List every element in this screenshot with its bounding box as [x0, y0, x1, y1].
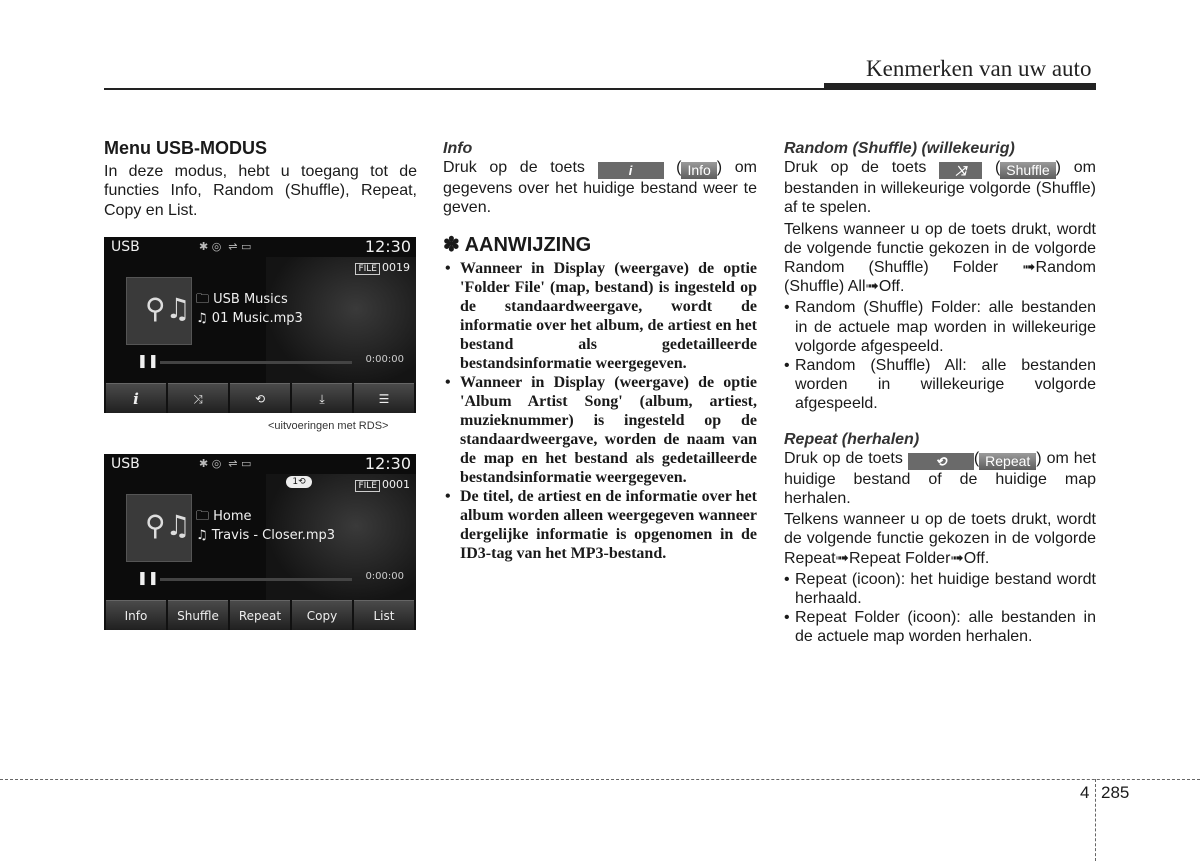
shuffle-text: Druk op de toets ⤨ ( Shuffle ) om bestanden in willekeurige volgorde (Shuffle) af te spelen. [784, 159, 1096, 217]
repeat-item: • Repeat Folder (icoon): alle bestanden in de actuele map worden herhalen. [795, 608, 1096, 646]
clock: 12:30 [364, 454, 411, 473]
section-heading: Menu USB-MODUS [104, 138, 267, 158]
usb-music-icon: ⚲♫ [145, 292, 191, 325]
repeat-title: Repeat (herhalen) [784, 430, 920, 448]
header-rule-thick [824, 83, 1096, 90]
elapsed-time: 0:00:00 [365, 354, 404, 365]
column-3 [784, 139, 1096, 647]
repeat-text: Druk op de toets ⟲ ( Repeat ) om het huidige bestand of de huidige map herhalen. [784, 449, 1096, 508]
screen-button-bar [104, 600, 416, 630]
track-line: ♫ Travis - Closer.mp3 [196, 528, 336, 543]
copy-button[interactable]: Copy [292, 600, 352, 630]
repeat-one-icon: 1⟲ [286, 476, 312, 488]
shuffle-key-icon: ⤨ [939, 162, 982, 179]
source-label: USB [111, 456, 140, 472]
intro-text: In deze modus, hebt u toegang tot de functies Info, Random (Shuffle), Repeat, Copy en List. [104, 163, 417, 219]
folder-icon: 🗀 [196, 292, 214, 307]
running-header: Kenmerken van uw auto [866, 56, 1092, 81]
info-text: Druk op de toets i ( Info ) om gegevens over het huidige bestand weer te geven. [443, 159, 757, 217]
screen-status-bar [104, 454, 416, 476]
pause-icon[interactable]: ❚❚ [137, 354, 159, 369]
note-item: • Wanneer in Display (weergave) de optie 'Album Artist Song' (album, artiest, muzieknummer) is ingesteld op de standaardweergave, worden de naam van de map en het bestand als gedetailleerde bestandsinformatie weergegeven. [460, 373, 757, 487]
shuffle-title: Random (Shuffle) (willekeurig) [784, 140, 1015, 157]
shuffle-list [784, 298, 1096, 413]
music-note-icon: ♫ [196, 528, 212, 543]
folder-icon: 🗀 [196, 509, 214, 524]
pause-icon[interactable]: ❚❚ [137, 571, 159, 586]
screen-caption: <uitvoeringen met RDS> [268, 420, 389, 432]
source-label: USB [111, 239, 140, 255]
album-art [126, 277, 192, 345]
progress-bar[interactable] [160, 578, 352, 581]
column-2 [443, 139, 757, 563]
status-icons: ✱ ◎ ⇌ ▭ [199, 240, 252, 253]
note-heading: ✽ AANWIJZING [443, 233, 592, 256]
elapsed-time: 0:00:00 [365, 571, 404, 582]
repeat-button[interactable]: ⟲ [230, 383, 290, 413]
note-item: • Wanneer in Display (weergave) de optie 'Folder File' (map, bestand) is ingesteld op de standaardweergave, wordt de informatie over het album, de artiest en het bestand als gedetailleerde bestandsinformatie weergegeven. [460, 259, 757, 373]
usb-screen-rds [104, 237, 416, 413]
note-list [443, 259, 757, 563]
progress-bar[interactable] [160, 361, 352, 364]
footer-rule [0, 779, 1200, 780]
header-rule [104, 88, 824, 90]
info-title: Info [443, 140, 473, 157]
note-item: • De titel, de artiest en de informatie over het album worden alleen weergegeven wanneer dergelijke informatie is opgenomen in de ID3-tag van het MP3-bestand. [460, 487, 757, 563]
info-button[interactable]: Info [106, 600, 166, 630]
shuffle-button[interactable]: ⤨ [168, 383, 228, 413]
shuffle-soft-key: Shuffle [1000, 162, 1055, 179]
footer-divider [1095, 779, 1096, 861]
info-button[interactable]: i [106, 383, 166, 413]
repeat-soft-key: Repeat [979, 453, 1036, 470]
shuffle-item: • Random (Shuffle) All: alle bestanden worden in willekeurige volgorde afgespeeld. [795, 356, 1096, 414]
repeat-button[interactable]: Repeat [230, 600, 290, 630]
screen-status-bar [104, 237, 416, 259]
clock: 12:30 [364, 237, 411, 256]
folder-line: 🗀 Home [196, 509, 252, 524]
info-soft-key: Info [681, 162, 716, 179]
repeat-key-icon: ⟲ [908, 453, 974, 470]
list-button[interactable]: List [354, 600, 414, 630]
file-counter: FILE 0019 [355, 261, 410, 274]
status-icons: ✱ ◎ ⇌ ▭ [199, 457, 252, 470]
repeat-item: • Repeat (icoon): het huidige bestand wordt herhaald. [795, 570, 1096, 608]
track-line: ♫ 01 Music.mp3 [196, 311, 303, 326]
column-1 [104, 139, 417, 220]
music-note-icon: ♫ [196, 311, 212, 326]
repeat-list [784, 570, 1096, 647]
copy-button[interactable]: ⤓ [292, 383, 352, 413]
shuffle-item: • Random (Shuffle) Folder: alle bestanden in de actuele map worden in willekeurige volgorde afgespeeld. [795, 298, 1096, 356]
usb-music-icon: ⚲♫ [145, 509, 191, 542]
chapter-number: 4 [1080, 783, 1090, 802]
album-art [126, 494, 192, 562]
screen-button-bar [104, 383, 416, 413]
file-counter: FILE 0001 [355, 478, 410, 491]
shuffle-button[interactable]: Shuffle [168, 600, 228, 630]
list-button[interactable]: ☰ [354, 383, 414, 413]
folder-line: 🗀 USB Musics [196, 292, 288, 307]
page-number: 285 [1101, 783, 1130, 802]
repeat-cycle: Telkens wanneer u op de toets drukt, wordt de volgende functie gekozen in de volgorde Repeat➟Repeat Folder➟Off. [784, 511, 1096, 567]
usb-screen [104, 454, 416, 630]
info-key-icon: i [598, 162, 664, 179]
shuffle-cycle: Telkens wanneer u op de toets drukt, wordt de volgende functie gekozen in de volgorde Random (Shuffle) Folder ➟Random (Shuffle) All➟Off. [784, 220, 1096, 296]
